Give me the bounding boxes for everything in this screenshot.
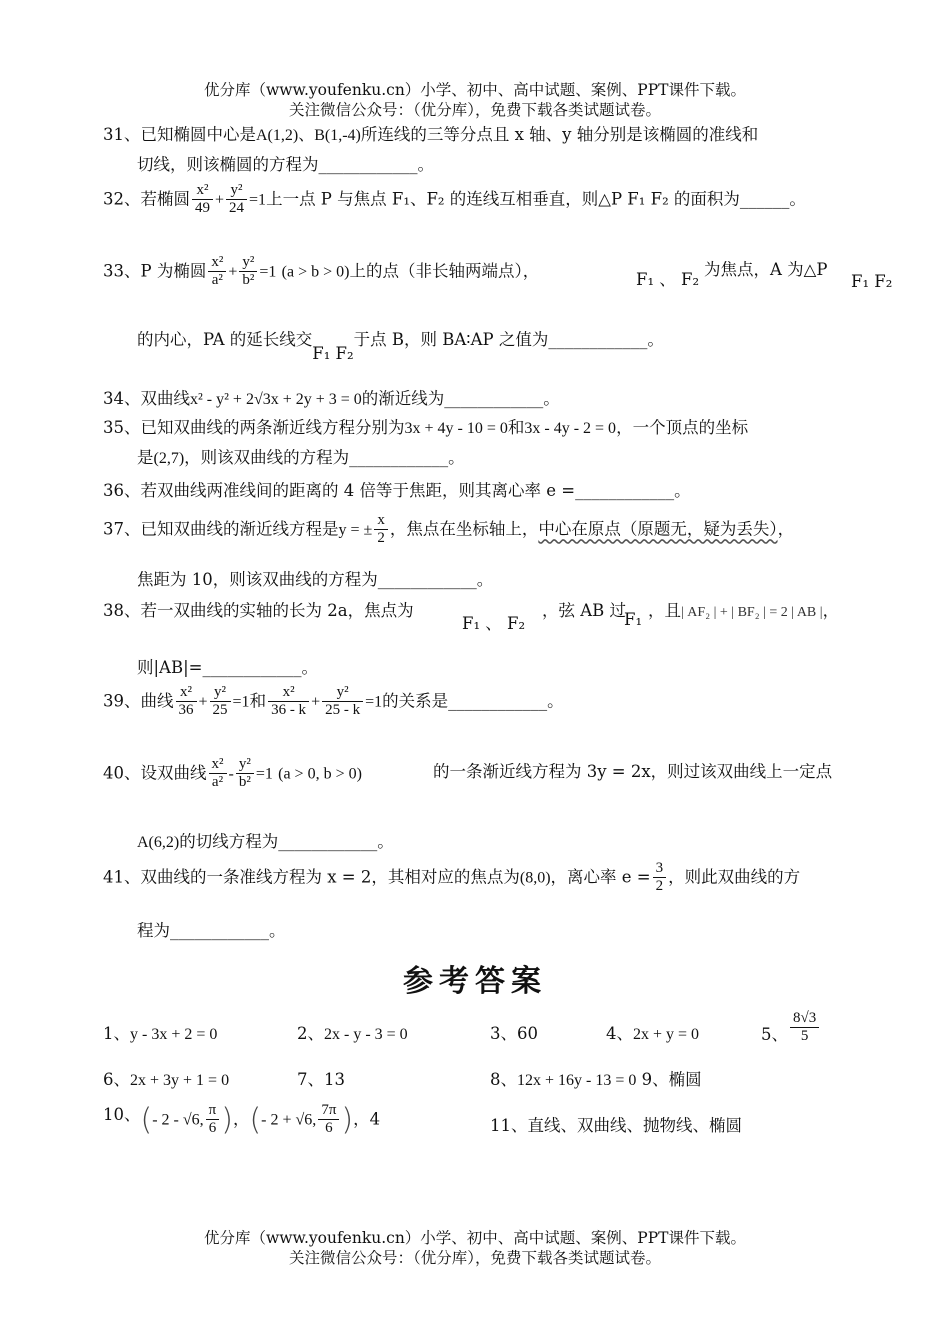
answer-2: 2、2x - y - 3 = 0 bbox=[297, 1024, 408, 1043]
fraction: $\frac{\text{x²}}{\text{a²}}$ bbox=[208, 254, 226, 290]
q38-foci: F₁ 、 F₂ bbox=[462, 614, 526, 633]
answer-4: 4、2x + y = 0 bbox=[606, 1024, 700, 1043]
q38-f1: F₁ bbox=[624, 610, 643, 629]
fraction: $\frac{8√3}{5}$ bbox=[790, 1010, 819, 1046]
answer-1: 1、y - 3x + 2 = 0 bbox=[103, 1024, 218, 1043]
answer-7: 7、13 bbox=[297, 1070, 345, 1089]
fraction: $\frac{\text{y²}}{25 - k}$ bbox=[322, 684, 363, 720]
question-38: 38、若一双曲线的实轴的长为 2a，焦点为 bbox=[103, 601, 414, 620]
footer-line-2: 关注微信公众号：（优分库），免费下载各类试题试卷。 bbox=[288, 1249, 661, 1267]
fraction: $\frac{\text{x²}}{\text{a²}}$ bbox=[209, 756, 227, 792]
answer-11: 11、直线、双曲线、抛物线、椭圆 bbox=[490, 1116, 742, 1135]
q38-cond: ，且| AF₂ | + | BF₂ | = 2 | AB |， bbox=[648, 601, 840, 620]
q33-foci: F₁ 、 F₂ bbox=[636, 270, 700, 289]
question-41-cont: 程为____________。 bbox=[137, 921, 286, 940]
fraction: $\frac{x}{2}$ bbox=[374, 512, 388, 548]
fraction: $\frac{\text{x²}}{36}$ bbox=[176, 684, 197, 720]
answer-5: 5、 $\frac{8√3}{5}$ bbox=[761, 1010, 821, 1046]
question-33: 33、P 为椭圆 $\frac{\text{x²}}{\text{a²}}$ + $\frac{\text{y²}}{\text{b²}}$ =1 (a > b > 0)上的点（非长轴两端点）， bbox=[103, 254, 540, 289]
answer-6: 6、2x + 3y + 1 = 0 bbox=[103, 1070, 230, 1089]
question-38-cont: 则|AB|=____________。 bbox=[137, 658, 318, 677]
question-37: 37、已知双曲线的渐近线方程是y = ± $\frac{x}{2}$ ，焦点在坐标轴上，中心在原点（原题无，疑为丢失）， bbox=[103, 512, 795, 547]
question-34: 34、双曲线x² - y² + 2√3x + 2y + 3 = 0的渐近线为____________。 bbox=[103, 389, 560, 408]
answer-8: 8、12x + 16y - 13 = 0 9、椭圆 bbox=[490, 1070, 702, 1089]
question-41: 41、双曲线的一条准线方程为 x = 2，其相对应的焦点为(8,0)，离心率 e = $\frac{3}{2}$ ，则此双曲线的方 bbox=[103, 860, 801, 895]
fraction: $\frac{\text{y²}}{\text{b²}}$ bbox=[236, 756, 254, 792]
question-32: 32、若椭圆 $\frac{\text{x²}}{49}$ + $\frac{\text{y²}}{24}$ =1上一点 P 与焦点 F₁、F₂ 的连线互相垂直，则△P F₁ F₂ 的面积为______。 bbox=[103, 182, 806, 217]
question-40-cont: A(6,2)的切线方程为____________。 bbox=[137, 832, 394, 851]
question-37-cont: 焦距为 10，则该双曲线的方程为____________。 bbox=[137, 570, 494, 589]
q38-chord: ，弦 AB 过 bbox=[542, 601, 627, 620]
answers-title: 参考答案 bbox=[403, 964, 547, 999]
fraction: $\frac{7\pi}{6}$ bbox=[318, 1102, 339, 1138]
fraction: $\frac{3}{2}$ bbox=[653, 860, 667, 896]
fraction: $\frac{\text{x²}}{36 - k}$ bbox=[268, 684, 309, 720]
question-31: 31、已知椭圆中心是A(1,2)、B(1,-4)所连线的三等分点且 x 轴、y 轴分别是该椭圆的准线和 bbox=[103, 125, 759, 144]
footer-line-1: 优分库（www.youfenku.cn）小学、初中、高中试题、案例、PPT课件下载。 bbox=[203, 1229, 747, 1247]
fraction: $\frac{\text{x²}}{49}$ bbox=[192, 182, 213, 218]
question-31-cont: 切线，则该椭圆的方程为____________。 bbox=[137, 155, 434, 174]
question-35: 35、已知双曲线的两条渐近线方程分别为3x + 4y - 10 = 0和3x - 4y - 2 = 0，一个顶点的坐标 bbox=[103, 418, 749, 437]
fraction: $\frac{\text{y²}}{\text{b²}}$ bbox=[239, 254, 257, 290]
question-35-cont: 是(2,7)，则该双曲线的方程为____________。 bbox=[137, 448, 465, 467]
question-36: 36、若双曲线两准线间的距离的 4 倍等于焦距，则其离心率 e =____________。 bbox=[103, 481, 691, 500]
answer-10: 10、(- 2 - √6, $\frac{\pi}{6}$ )，(- 2 + √6, $\frac{7\pi}{6}$ )，4 bbox=[103, 1102, 381, 1138]
question-40: 40、设双曲线 $\frac{\text{x²}}{\text{a²}}$ - $\frac{\text{y²}}{\text{b²}}$ =1 (a > 0, b > 0) bbox=[103, 756, 362, 791]
answer-3: 3、60 bbox=[490, 1024, 538, 1043]
q40-text: 的一条渐近线方程为 3y = 2x，则过该双曲线上一定点 bbox=[433, 762, 833, 781]
fraction: $\frac{\text{y²}}{25}$ bbox=[210, 684, 231, 720]
header-line-2: 关注微信公众号：（优分库），免费下载各类试题试卷。 bbox=[288, 101, 661, 119]
header-line-1: 优分库（www.youfenku.cn）小学、初中、高中试题、案例、PPT课件下载。 bbox=[203, 81, 747, 99]
question-39: 39、曲线 $\frac{\text{x²}}{36}$ + $\frac{\text{y²}}{25}$ =1和 $\frac{\text{x²}}{36 - k}$ + $\frac{\text{y²}}{25 - k}$ =1的关系是____________。 bbox=[103, 684, 564, 719]
fraction: $\frac{\pi}{6}$ bbox=[206, 1102, 220, 1138]
question-33-cont: 的内心，PA 的延长线交F₁ F₂于点 B，则 BA∶AP 之值为____________。 bbox=[137, 330, 664, 363]
q33-incenter: 为焦点，A 为△P bbox=[704, 260, 828, 279]
fraction: $\frac{\text{y²}}{24}$ bbox=[226, 182, 247, 218]
q33-triangle: F₁ F₂ bbox=[851, 272, 893, 291]
